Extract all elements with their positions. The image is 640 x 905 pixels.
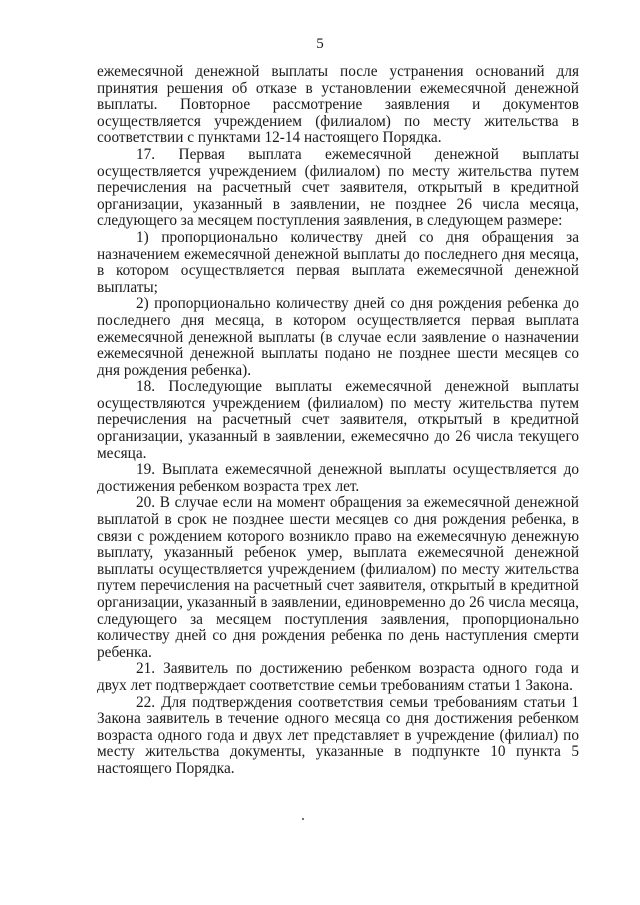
paragraph-17-item-2: 2) пропорционально количеству дней со дня рождения ребенка до последнего дня месяца, в котором осуществляется первая выплата ежемесячной денежной выплаты (в случае если заявление о назначении ежемесячной денежной выплаты подано не позднее шести месяцев со дня рождения ребенка). bbox=[97, 295, 579, 379]
paragraph-22: 22. Для подтверждения соответствия семьи требованиям статьи 1 Закона заявитель в течение одного месяца со дня достижения ребенком возраста одного года и двух лет представляет в учреждение (филиал) по месту жительства документы, указанные в подпункте 10 пункта 5 настоящего Порядка. bbox=[97, 693, 579, 777]
paragraph-17: 17. Первая выплата ежемесячной денежной выплаты осуществляется учреждением (филиалом) по месту жительства путем перечисления на расчетный счет заявителя, открытый в кредитной организации, указанный в заявлении, не позднее 26 числа месяца, следующего за месяцем поступления заявления, в следующем размере: bbox=[97, 145, 579, 230]
paragraph-continuation: ежемесячной денежной выплаты после устранения оснований для принятия решения об отказе в установлении ежемесячной денежной выплаты. Повторное рассмотрение заявления и документов осуществляется учреждением (филиалом) по месту жительства в соответствии с пунктами 12-14 настоящего Порядка. bbox=[97, 63, 579, 147]
paragraph-17-item-1: 1) пропорционально количеству дней со дня обращения за назначением ежемесячной денежной выплаты до последнего дня месяца, в котором осуществляется первая выплата ежемесячной денежной выплаты; bbox=[97, 228, 579, 296]
paragraph-21: 21. Заявитель по достижению ребенком возраста одного года и двух лет подтверждает соответствие семьи требованиям статьи 1 Закона. bbox=[97, 660, 579, 694]
page-number: 5 bbox=[316, 36, 324, 52]
document-body bbox=[97, 64, 579, 778]
paragraph-18: 18. Последующие выплаты ежемесячной денежной выплаты осуществляются учреждением (филиалом) по месту жительства путем перечисления на расчетный счет заявителя, открытый в кредитной организации, указанный в заявлении, ежемесячно до 26 числа текущего месяца. bbox=[97, 378, 579, 462]
scan-speck bbox=[302, 818, 304, 820]
paragraph-19: 19. Выплата ежемесячной денежной выплаты осуществляется до достижения ребенком возраста трех лет. bbox=[97, 461, 579, 495]
paragraph-20: 20. В случае если на момент обращения за ежемесячной денежной выплатой в срок не позднее шести месяцев со дня рождения ребенка, в связи с рождением которого возникло право на ежемесячную денежную выплату, указанный ребенок умер, выплата ежемесячной денежной выплаты осуществляется учреждением (филиалом) по месту жительства путем перечисления на расчетный счет заявителя, открытый в кредитной организации, указанный в заявлении, единовременно до 26 числа месяца, следующего за месяцем поступления заявления, пропорционально количеству дней со дня рождения ребенка по день наступления смерти ребенка. bbox=[97, 494, 579, 661]
